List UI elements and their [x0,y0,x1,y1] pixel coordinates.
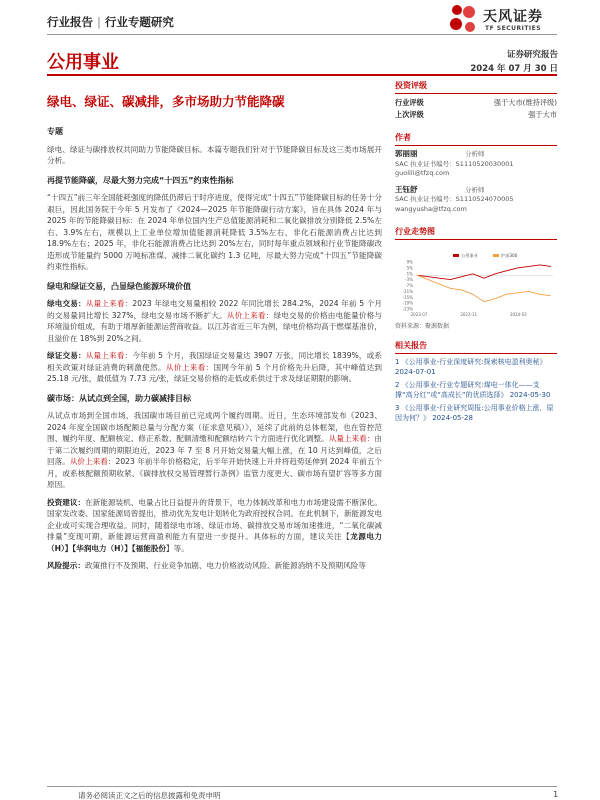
author-cert: SAC 执业证书编号：S1110520030001 [395,159,514,168]
rating-key-current: 行业评级 [395,98,424,107]
y-tick-label: 9% [406,259,413,265]
rating-box [395,80,557,121]
page-number: 1 [553,790,558,799]
related-heading: 相关报告 [395,340,557,354]
rating-value-current: 强于大市(维持评级) [493,98,557,107]
related-reports [395,340,557,426]
report-date: 2024 年 07 月 30 日 [470,64,558,74]
logo-mark-icon [445,2,481,36]
carbon-paragraph [47,410,382,491]
legend-swatch [493,254,499,257]
chart-source: 资料来源：聚源数据 [395,323,450,330]
legend-label: 沪深300 [501,253,518,258]
author-heading: 作者 [395,132,557,146]
related-report-link[interactable]: 3 《公用事业-行业研究周报:公用事业价格上涨，原因为何？》 2024-05-28 [395,404,554,422]
rating-row-previous [395,109,557,121]
risk-text: 政策推行不及预期、行业竞争加剧、电力价格波动风险、新能源消纳不及预期风险等 [84,561,366,570]
header-divider [47,34,557,35]
trend-heading: 行业走势图 [395,226,557,240]
legend-swatch [453,254,459,257]
author-name: 郭丽丽 [395,149,418,158]
author-cert: SAC 执业证书编号：S1110524070005 [395,195,514,203]
legend-label: 公用事业 [461,253,478,258]
author-box [395,132,557,220]
related-report-link[interactable]: 1 《公用事业-行业深度研究:探索核电盈利奥秘》 2024-07-01 [395,358,547,376]
series-line [417,275,551,302]
x-tick-label: 2023-11 [460,312,478,317]
rating-key-previous: 上次评级 [395,110,424,119]
main-content [47,126,382,578]
x-tick-label: 2023-07 [410,312,428,317]
investment-stocks: 龙源电力（H）】【华润电力（H）】【福能股份 [47,532,383,553]
rating-value-previous: 强于大市 [528,110,557,119]
report-title: 绿电、绿证、碳减排，多市场助力节能降碳 [47,94,285,109]
carbon-volume-text: 由于第二次履约周期的期限迫近，2023 年 7 至 8 月开始交易量大幅上涨，在 10 月达到峰值，之后回落。 [47,434,382,466]
carbon-price-label: 从价上来看： [69,457,116,466]
carbon-volume-label: 从量上来看： [328,434,375,443]
investment-text: 在新能源装机、电量占比日益提升的背景下，电力体制改革和电力市场建设需不断深化。国家发改委、国家能源局曾提出，推动优先发电计划转化为政府授权合同。在此机制下，新能源发电企业或可实现合理收益。同时，随着绿电市场、绿证市场、碳排放交易市场加速推进，“二氧化碳减排量”变现可期，新能源运营商盈利能力有望进一步提升。具体标的方面，建议关注【 [47,497,383,541]
rating-heading: 投资评级 [395,80,557,94]
related-report-link[interactable]: 2 《公用事业-行业专题研究:煤电一体化——支撑“高分红”或“高成长”的优质选择》 2024-05-30 [395,381,551,399]
y-tick-label: -3% [405,277,413,283]
rating-row-current [395,97,557,109]
category-label: 行业报告 [47,15,93,29]
risk-lead: 风险提示： [47,561,85,570]
author-entry [395,185,557,215]
trend-chart-svg [395,253,557,319]
author-role: 分析师 [465,185,485,194]
green-cert-paragraph [47,350,382,385]
investment-paragraph [47,497,382,555]
report-category [47,14,174,30]
title-divider [47,74,557,76]
logo-text-en: TF SECURITIES [485,25,542,32]
report-type: 证券研究报告 [506,50,558,60]
risk-paragraph [47,560,382,572]
trend-heading-box [395,226,557,243]
green-power-price-text: 绿电交易的价格由电能量价格与环境溢价组成，有助于增厚新能源运营商收益。以江苏省近三年为例，绿电价格均高于燃煤基准价，且溢价在 18%到 20%之间。 [47,310,383,343]
investment-lead: 投资建议： [47,497,86,507]
y-tick-label: -19% [402,300,413,306]
green-power-lead: 绿电交易： [47,299,86,308]
green-power-volume-text: 2023 年绿电交易量相较 2022 年同比增长 284.2%，2024 年前 5 个月的交易量同比增长 327%，绿电交易市场不断扩大。 [47,299,383,320]
green-cert-volume-label: 从量上来看： [85,351,133,360]
green-cert-price-text: 国网今年前 5 个月价格先升后降，其中峰值达到 25.18 元/张，最低值为 7.73 元/张，绿证交易价格的走低或系供过于求及绿证期限的影响。 [47,362,382,383]
y-tick-label: 1% [406,271,413,277]
y-tick-label: -23% [402,306,413,312]
green-cert-volume-text: 今年前 5 个月，我国绿证交易量达 3907 万张，同比增长 1839%，或系相关政策对绿证消费的刺激使然。 [47,351,383,372]
author-entry [395,149,557,179]
green-power-paragraph [47,298,382,344]
y-tick-label: 5% [406,265,413,271]
y-tick-label: -15% [402,294,413,300]
logo-text-cn: 天风证券 [483,9,543,25]
section-heading-topic: 专题 [47,127,63,136]
green-power-volume-label: 从量上来看： [85,299,133,308]
y-tick-label: -11% [402,288,413,294]
category-separator: | [97,15,101,29]
footer-divider [47,786,557,787]
green-power-price-label: 从价上来看： [226,310,274,320]
section-heading-energy-saving: 再提节能降碳，尽最大努力完成“十四五”约束性指标 [47,175,234,185]
green-cert-lead: 绿证交易： [47,351,86,360]
green-cert-price-label: 从价上来看： [165,362,214,372]
x-tick-label: 2024-03 [510,312,527,317]
author-role: 分析师 [465,150,485,158]
sector-title: 公用事业 [47,52,119,73]
carbon-intro-text: 从试点市场到全国市场，我国碳市场目前已完成两个履约周期。近日，生态环境部发布《2023、2024 年度全国碳市场配额总量与分配方案（征求意见稿）》，延续了此前的总体框架，也在管控范围、履约年度、配额核定、修正系数、配额清缴和配额结转六个方面进行优化调整。 [47,411,382,443]
footer-disclaimer: 请务必阅读正文之后的信息披露和免责申明 [78,791,221,800]
y-tick-label: -7% [405,283,413,288]
series-line [417,265,551,280]
author-name: 王钰舒 [395,184,418,194]
carbon-price-text: 2023 年前半年价格稳定，后半年开始快速上升并将趋势延伸到 2024 年前五个月，或系核配额预期收紧、《碳排放权交易管理暂行条例》监管力度更大、碳市场有望扩容等多方面原因。 [47,457,383,489]
investment-end: 】等。 [166,543,189,553]
tf-securities-logo [445,2,565,38]
section-heading-carbon: 碳市场：从试点到全国，助力碳减排目标 [47,393,191,403]
author-email[interactable]: wangyusha@tfzq.com [395,204,467,213]
section-heading-green-power: 绿电和绿证交易，凸显绿色能源环境价值 [47,281,191,291]
author-email[interactable]: guolili@tfzq.com [395,169,450,177]
subcategory-label: 行业专题研究 [104,15,174,29]
energy-saving-paragraph: “十四五”前三年全国能耗强度的降低仍滞后于时序进度，使得完成“十四五”节能降碳目标的任务十分艰巨，因此国务院于今年 5 月发布了《2024—2025 年节能降碳行动方案》，旨在具体 2024 年与 2025 年的节能降碳目标：在 2024 年单位国内生产总值能源消耗和二氧化碳排放分别降低 2.5%左右、3.9%左右，规模以上工业单位增加值能源消耗降低 3.5%左右，非化石能源消费占比达到 18.9%左右；2025 年，非化石能源消费占比达到 20%左右，同时每年重点领域和行业节能降碳改造形成节能量约 5000 万吨标准煤、减排二氧化碳约 1.3 亿吨，尽最大努力完成“十四五”节能降碳约束性指标。 [47,193,382,271]
topic-paragraph: 绿电、绿证与碳排放权共同助力节能降碳目标。本篇专题我们针对于节能降碳目标及这三类市场展开分析。 [47,144,382,165]
